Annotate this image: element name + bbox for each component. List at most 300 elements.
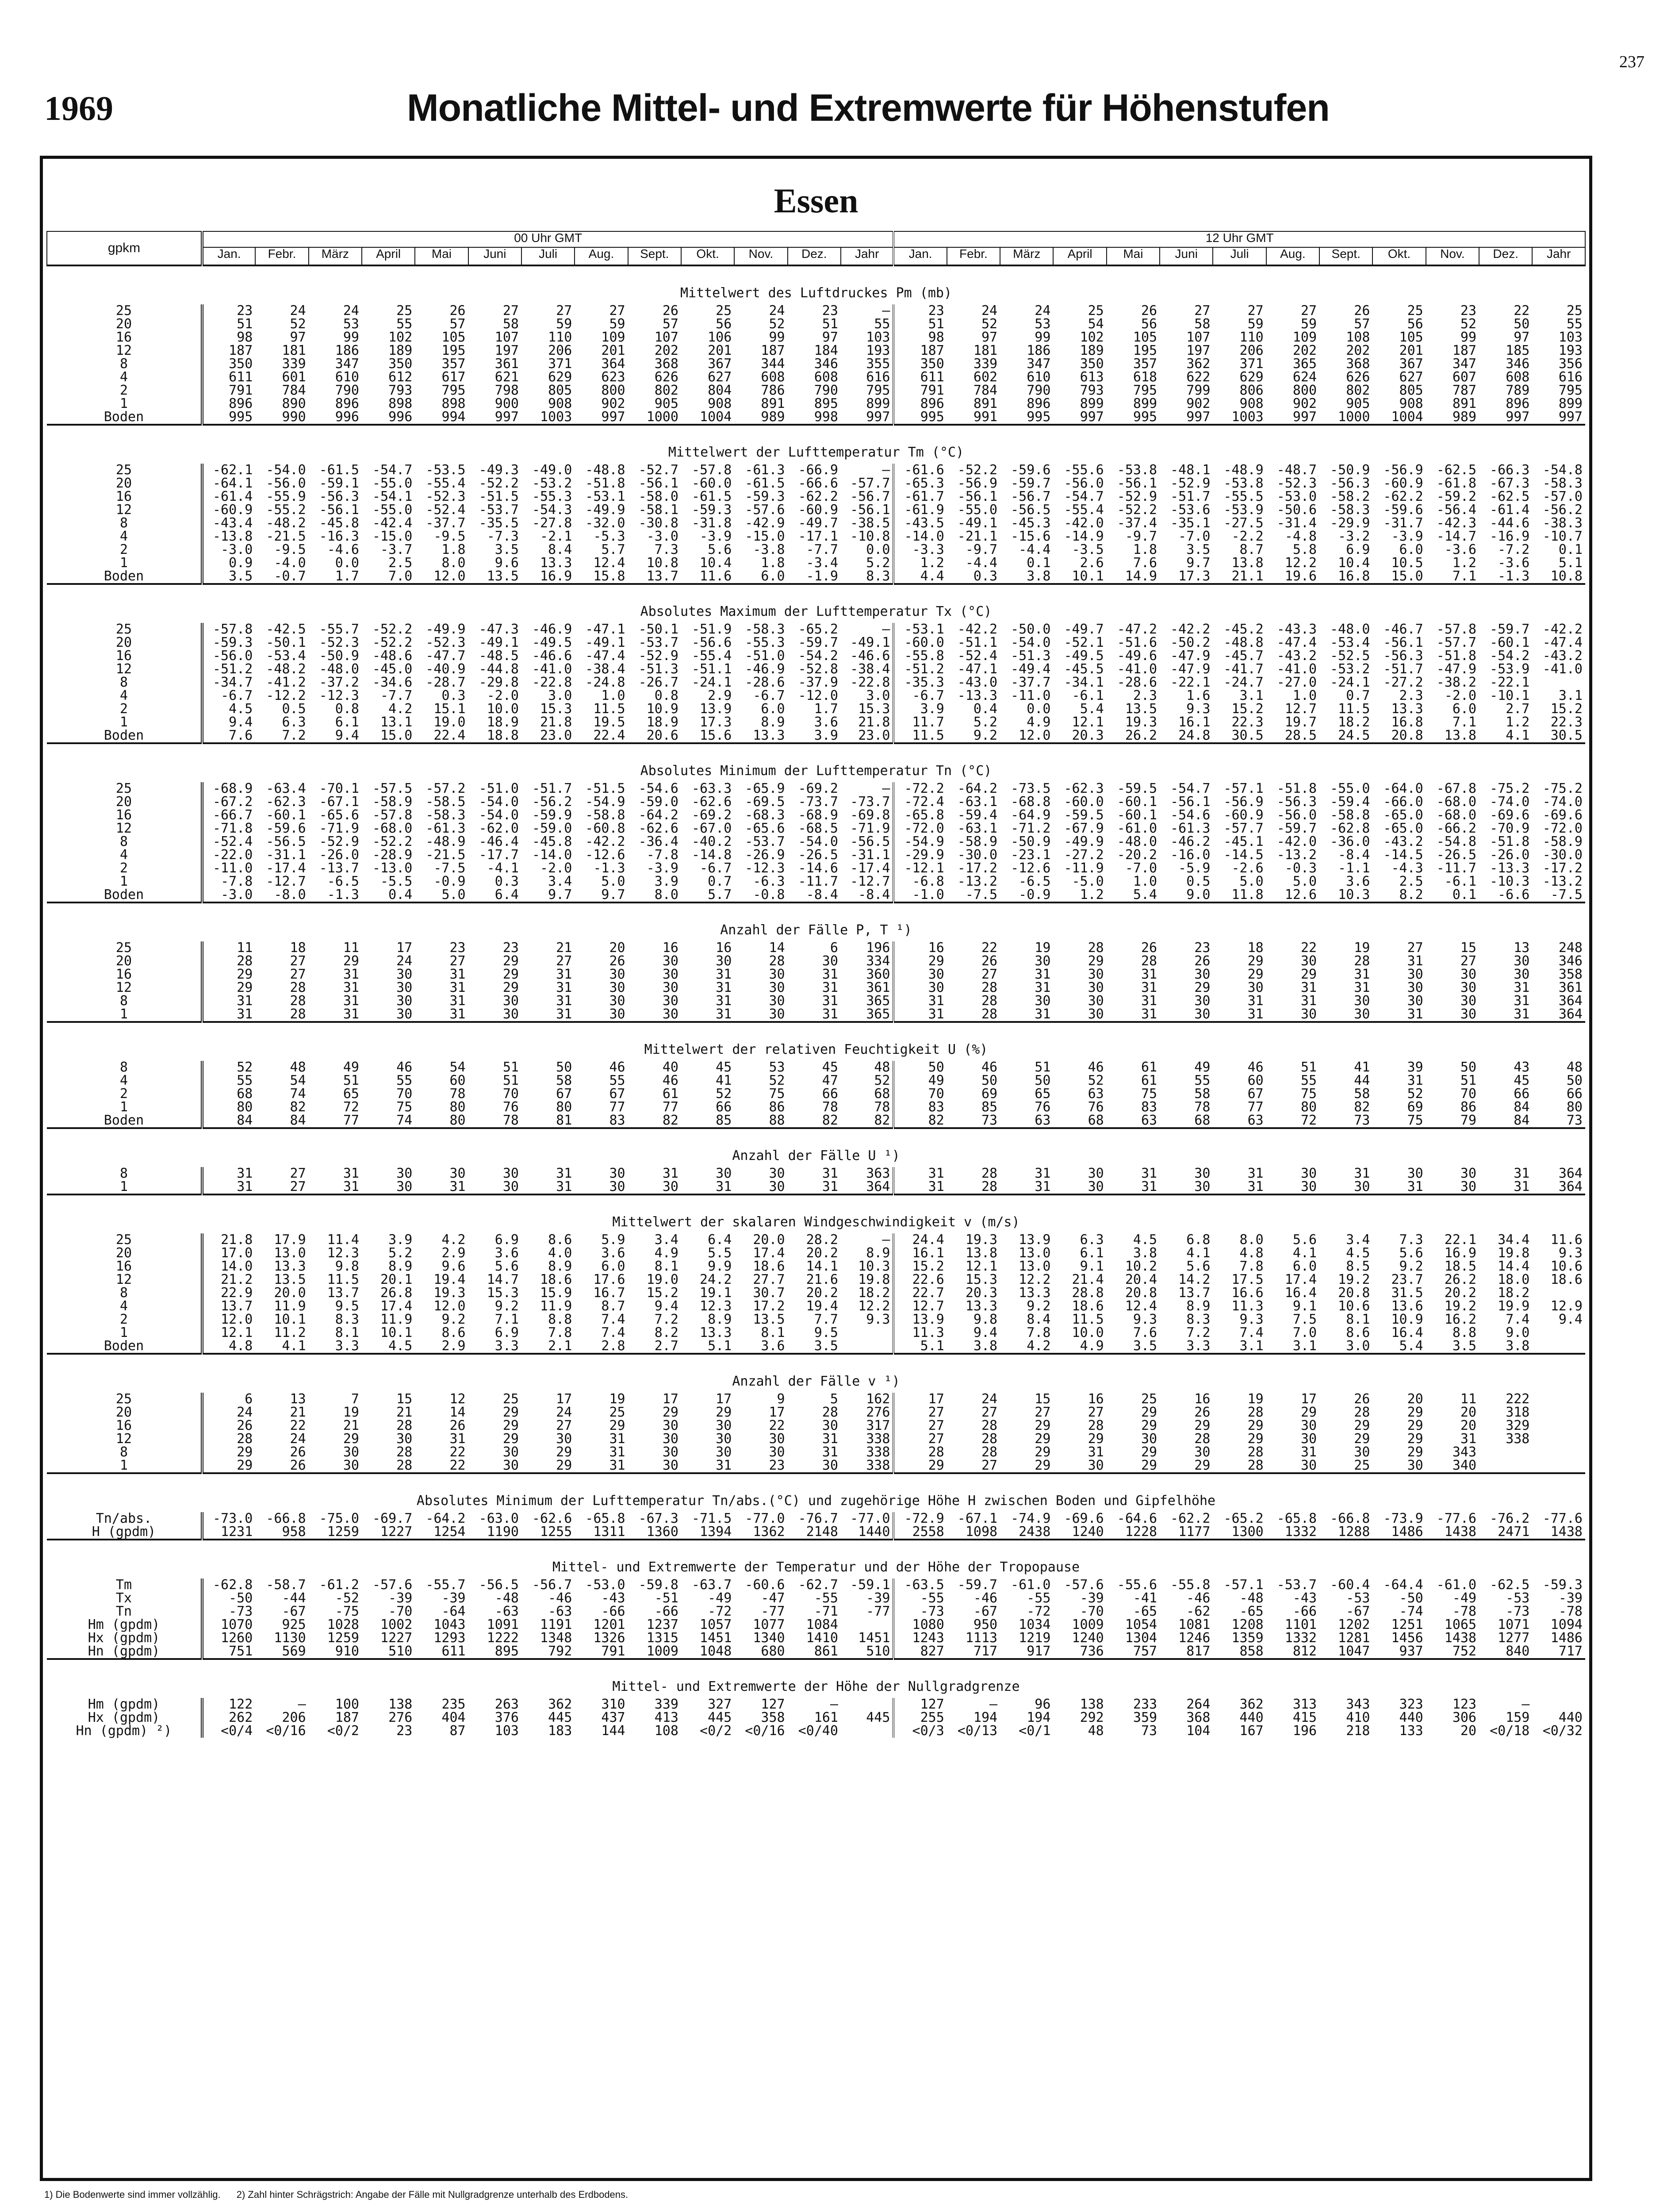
cell-00: 610 [335, 369, 359, 385]
table-row [47, 1300, 1585, 1313]
cell-12: 65 [1035, 1086, 1051, 1102]
cell-12: 365 [1292, 356, 1317, 372]
cell-12: 4.1 [1292, 1245, 1317, 1261]
cell-00: 14.1 [806, 1259, 838, 1274]
cell-12: 8.1 [1346, 1312, 1370, 1327]
cell-00: -24.1 [691, 675, 732, 690]
cell-00: -57.6 [745, 502, 785, 518]
cell-12: -7.5 [965, 887, 998, 902]
cell-00: 1000 [646, 409, 678, 425]
cell-00: 10.3 [858, 1259, 890, 1274]
cell-00: 30 [769, 1431, 785, 1447]
cell-12: 7.4 [1506, 1312, 1530, 1327]
cell-12: -43.3 [1276, 622, 1317, 637]
cell-00: -62.6 [691, 794, 732, 810]
cell-12: 80 [1300, 1099, 1317, 1115]
cell-12: 1.2 [1080, 887, 1104, 902]
cell-12: 56 [1141, 316, 1157, 332]
cell-00: 82 [662, 1113, 678, 1128]
table-row [47, 981, 1585, 995]
cell-12: 891 [1452, 396, 1477, 411]
cell-00: -8.4 [806, 887, 838, 902]
cell-12: 995 [893, 411, 947, 425]
footnote-1: 1) Die Bodenwerte sind immer vollzählig. [44, 2189, 221, 2200]
cell-12: -14.5 [1223, 847, 1264, 863]
cell-12: 2471 [1498, 1524, 1530, 1540]
cell-12: 11.3 [1231, 1298, 1264, 1314]
cell-12: 9.1 [1080, 1259, 1104, 1274]
cell-12: 84 [1514, 1099, 1530, 1115]
cell-00: 30 [662, 1006, 678, 1022]
cell-00: 189 [388, 343, 413, 358]
cell-12: -12.6 [1011, 860, 1051, 876]
cell-00: 30 [716, 953, 732, 969]
cell-12: 13.0 [1019, 1245, 1051, 1261]
cell-00: 28 [396, 1458, 413, 1473]
cell-00: 1.8 [761, 555, 785, 571]
cell-00: 998 [814, 409, 838, 425]
cell-00: -0.7 [274, 568, 306, 584]
cell-12: 26 [1194, 1405, 1211, 1420]
cell-12: -59.4 [957, 807, 998, 823]
cell-00: -7.8 [646, 847, 678, 863]
cell-00: 365 [866, 993, 890, 1009]
cell-00: -61.2 [319, 1577, 359, 1593]
cell-00: 790 [335, 383, 359, 398]
cell-12: 31 [1035, 1006, 1051, 1022]
cell-12: 46 [1247, 1060, 1264, 1075]
cell-12: -65.8 [1276, 1511, 1317, 1526]
cell-12: 59 [1300, 316, 1317, 332]
cell-12: 46 [1088, 1060, 1104, 1075]
cell-12: 30 [1514, 953, 1530, 969]
cell-00: -58.9 [372, 794, 413, 810]
cell-00: 30 [609, 967, 625, 982]
cell-12: 133 [1399, 1723, 1423, 1739]
cell-12: 415 [1292, 1710, 1317, 1725]
table-row [47, 557, 1585, 570]
cell-12: 13 [1514, 940, 1530, 956]
footnotes [44, 2189, 641, 2200]
cell-00: 895 [494, 1644, 519, 1659]
cell-00: -53.7 [638, 635, 678, 650]
cell-00: -68.0 [372, 821, 413, 836]
cell-00: 22 [449, 1458, 466, 1473]
cell-00: -49.1 [585, 635, 625, 650]
cell-00: -22.8 [532, 675, 572, 690]
cell-12: -76.2 [1490, 1511, 1530, 1526]
cell-12: -73 [893, 1605, 947, 1618]
section-title: Absolutes Minimum der Lufttemperatur Tn (°C) [47, 743, 1585, 782]
cell-12: -36.0 [1330, 834, 1370, 849]
cell-00: 17.3 [700, 714, 732, 730]
cell-00: 31 [822, 1166, 838, 1181]
cell-12 [1479, 1446, 1532, 1459]
cell-00: 97 [290, 330, 306, 345]
row-label: 4 [47, 849, 202, 862]
cell-12: -62 [1186, 1604, 1211, 1619]
cell-12: 28 [981, 1179, 998, 1194]
cell-00: -54.1 [372, 489, 413, 504]
cell-12: 350 [893, 357, 947, 371]
cell-12: 19.6 [1284, 568, 1317, 584]
cell-12: 22 [1514, 303, 1530, 319]
cell-12: -27.5 [1223, 515, 1264, 531]
cell-00: -57.8 [213, 622, 253, 637]
cell-12: 25 [1354, 1458, 1370, 1473]
cell-00: -9.5 [433, 529, 466, 544]
cell-12: -64.0 [1383, 781, 1423, 796]
row-label: Boden [47, 1340, 202, 1354]
cell-00: 78 [822, 1099, 838, 1115]
table-row [47, 1087, 1585, 1101]
month-header: Jahr [841, 247, 894, 265]
cell-12: -16.9 [1490, 529, 1530, 544]
cell-12: 102 [1080, 330, 1104, 345]
cell-12: -56.9 [1383, 462, 1423, 478]
cell-00: 196 [866, 940, 890, 956]
cell-00: -58.0 [638, 489, 678, 504]
cell-12: 31 [1300, 980, 1317, 995]
cell-12: 7.2 [1186, 1325, 1211, 1340]
table-row [47, 1326, 1585, 1340]
cell-00: 9.8 [335, 1259, 359, 1274]
cell-00: 30 [396, 1431, 413, 1447]
cell-12: -60.1 [1117, 807, 1157, 823]
cell-12: -57.1 [1223, 1577, 1264, 1593]
cell-00: -56.2 [532, 794, 572, 810]
cell-12: 20.3 [1072, 728, 1104, 743]
cell-12: -34.1 [1064, 675, 1104, 690]
cell-12: 194 [973, 1710, 998, 1725]
cell-12: -6.8 [893, 875, 947, 888]
cell-00: 13.1 [380, 714, 413, 730]
cell-00: 2.5 [388, 555, 413, 571]
cell-12: 29 [1194, 1458, 1211, 1473]
cell-12: 187 [893, 344, 947, 357]
cell-12: 29 [1247, 953, 1264, 969]
cell-00: 53 [769, 1060, 785, 1075]
cell-00: – [882, 462, 890, 478]
cell-12: 11.6 [1550, 1232, 1583, 1248]
cell-12: 31 [893, 995, 947, 1008]
cell-00: 22.4 [593, 728, 625, 743]
cell-12: 29 [1088, 1431, 1104, 1447]
cell-12: -55.5 [1223, 489, 1264, 504]
cell-12: 995 [1027, 409, 1051, 425]
cell-12: -56.1 [1117, 476, 1157, 491]
cell-00: -17.4 [850, 860, 890, 876]
cell-12: 28 [981, 993, 998, 1009]
cell-12: -74.9 [1011, 1511, 1051, 1526]
cell-12: 9.2 [1027, 1298, 1051, 1314]
cell-00: -6.7 [221, 688, 253, 703]
cell-12: -68.0 [1436, 807, 1477, 823]
cell-00: -65.6 [319, 807, 359, 823]
cell-00: 17 [396, 940, 413, 956]
table-row [47, 1406, 1585, 1419]
cell-00: 31 [237, 1006, 253, 1022]
cell-12: -4.4 [1019, 542, 1051, 557]
cell-00: -56.0 [213, 648, 253, 664]
cell-00: 11.4 [327, 1232, 359, 1248]
cell-00: 31 [716, 993, 732, 1009]
cell-00: 24 [290, 1431, 306, 1447]
cell-12: -39 [1558, 1590, 1583, 1606]
cell-00: 24 [556, 1405, 572, 1420]
cell-00: -52.3 [425, 635, 466, 650]
cell-12: 339 [973, 356, 998, 372]
cell-12: 30 [1194, 1006, 1211, 1022]
cell-00: 11.5 [327, 1272, 359, 1287]
cell-00: 31 [822, 1179, 838, 1194]
cell-12: 83 [893, 1101, 947, 1114]
cell-00: 9.4 [654, 1298, 678, 1314]
cell-12: 8.3 [1186, 1312, 1211, 1327]
cell-00: -4.1 [487, 860, 519, 876]
cell-12: 1047 [1338, 1644, 1370, 1659]
cell-00: 2.1 [548, 1338, 572, 1354]
cell-00: 30 [716, 1418, 732, 1433]
year-heading: 1969 [44, 89, 113, 127]
cell-00: 29 [502, 1418, 519, 1433]
cell-00: 46 [396, 1060, 413, 1075]
cell-00: 15.6 [700, 728, 732, 743]
cell-00: 201 [601, 343, 625, 358]
cell-00: -56.5 [266, 834, 306, 849]
cell-00: 569 [282, 1644, 306, 1659]
cell-00: 23.0 [540, 728, 572, 743]
cell-12: -55.8 [1170, 1577, 1211, 1593]
cell-00: 66 [716, 1099, 732, 1115]
cell-00: 18.8 [487, 728, 519, 743]
cell-12: -2.6 [1231, 860, 1264, 876]
cell-00: -50.1 [638, 622, 678, 637]
cell-00: 28 [290, 993, 306, 1009]
cell-12: 19.3 [1125, 714, 1157, 730]
cell-00: 8.1 [654, 1259, 678, 1274]
cell-12: -6.7 [893, 689, 947, 703]
cell-00: -35.5 [479, 515, 519, 531]
cell-00: -60.1 [266, 807, 306, 823]
row-label: 25 [47, 782, 202, 795]
cell-12: 858 [1239, 1644, 1264, 1659]
cell-12: 0.0 [1027, 701, 1051, 717]
cell-12: 5.4 [1399, 1338, 1423, 1354]
cell-00: 895 [814, 396, 838, 411]
cell-12: 8.5 [1346, 1259, 1370, 1274]
cell-12: -10.7 [1542, 529, 1583, 544]
cell-12: 3.1 [1558, 688, 1583, 703]
cell-00: -67.1 [319, 794, 359, 810]
cell-00: -3.9 [646, 860, 678, 876]
cell-00: -31.1 [266, 847, 306, 863]
cell-00: 30 [609, 993, 625, 1009]
cell-00: 77 [662, 1099, 678, 1115]
cell-12: 1.0 [1292, 688, 1317, 703]
cell-12: 26 [1354, 1391, 1370, 1407]
cell-00: 10.8 [646, 555, 678, 571]
cell-00: -46 [548, 1590, 572, 1606]
cell-12: 30 [1088, 1006, 1104, 1022]
cell-00: -54.0 [479, 807, 519, 823]
cell-00: 16 [662, 940, 678, 956]
cell-00: 105 [441, 330, 466, 345]
cell-00: -14.8 [691, 847, 732, 863]
cell-00: -7.5 [433, 860, 466, 876]
cell-12: 63 [1035, 1113, 1051, 1128]
cell-12: -1.1 [1338, 860, 1370, 876]
cell-00: -48 [494, 1590, 519, 1606]
cell-12: 368 [1186, 1710, 1211, 1725]
cell-12: -50.6 [1276, 502, 1317, 518]
cell-00: -56.1 [850, 502, 890, 518]
cell-00: 67 [609, 1086, 625, 1102]
cell-00: 262 [229, 1710, 253, 1725]
cell-12: -13.2 [1276, 847, 1317, 863]
cell-00: 1440 [858, 1524, 890, 1540]
cell-12: 1251 [1391, 1617, 1423, 1632]
cell-00: 25 [609, 1405, 625, 1420]
table-row [47, 835, 1585, 849]
cell-00: 5.7 [601, 542, 625, 557]
cell-00: 0.8 [654, 688, 678, 703]
cell-00: 13.0 [274, 1245, 306, 1261]
cell-00: 8.0 [654, 887, 678, 902]
cell-00: 29 [237, 967, 253, 982]
cell-00: -3.8 [753, 542, 785, 557]
cell-00: 18.6 [753, 1259, 785, 1274]
cell-12: 31 [1247, 993, 1264, 1009]
cell-00: 7.4 [601, 1312, 625, 1327]
cell-00: -57.2 [425, 781, 466, 796]
cell-12: 997 [1558, 409, 1583, 425]
cell-12: 31 [1035, 980, 1051, 995]
cell-12: 27 [1194, 303, 1211, 319]
cell-00: 50 [556, 1060, 572, 1075]
cell-12: -41.0 [1542, 661, 1583, 677]
cell-00: -64.1 [213, 476, 253, 491]
cell-12: 8.7 [1239, 542, 1264, 557]
cell-00: -61.5 [691, 489, 732, 504]
cell-12: 29 [1407, 1405, 1423, 1420]
cell-12: 622 [1186, 369, 1211, 385]
cell-00: 1260 [221, 1630, 253, 1646]
cell-12: 17 [893, 1393, 947, 1406]
cell-12: 98 [893, 331, 947, 344]
cell-12: 5.0 [1239, 874, 1264, 889]
cell-00: 8.1 [335, 1325, 359, 1340]
cell-00: 41 [716, 1073, 732, 1088]
cell-12: 31 [893, 1167, 947, 1180]
cell-00: -55.0 [372, 476, 413, 491]
cell-00: 68 [874, 1086, 890, 1102]
cell-12: 30 [1460, 980, 1477, 995]
cell-12: 52 [1460, 316, 1477, 332]
cell-00: 83 [609, 1113, 625, 1128]
cell-00: 12.0 [433, 1298, 466, 1314]
cell-12 [1532, 1698, 1585, 1711]
cell-12: -58.9 [957, 834, 998, 849]
cell-00: -70.1 [319, 781, 359, 796]
cell-12: 58 [1194, 316, 1211, 332]
table-row [47, 941, 1585, 955]
cell-12: 3.5 [1452, 1338, 1477, 1354]
cell-12: 13.5 [1125, 701, 1157, 717]
cell-12: -14.7 [1436, 529, 1477, 544]
cell-12: 31 [1407, 1073, 1423, 1088]
cell-12: 13.3 [965, 1298, 998, 1314]
cell-12: 30 [1354, 1006, 1370, 1022]
cell-00: 70 [396, 1086, 413, 1102]
cell-12: -26.5 [1436, 847, 1477, 863]
cell-12: -47.9 [1436, 661, 1477, 677]
section-title-row [47, 584, 1585, 623]
cell-12: 73 [1141, 1723, 1157, 1739]
cell-00: -65.2 [798, 622, 838, 637]
cell-00: 27 [290, 1179, 306, 1194]
table-frame [40, 156, 1592, 2181]
cell-12: 2.3 [1399, 688, 1423, 703]
table-row [47, 1393, 1585, 1406]
cell-12: 1065 [1444, 1617, 1477, 1632]
cell-12: 97 [981, 330, 998, 345]
cell-00: 795 [866, 383, 890, 398]
cell-00: 1091 [487, 1617, 519, 1632]
cell-12: 82 [1354, 1099, 1370, 1115]
cell-12: 30 [893, 981, 947, 995]
cell-12: -75.2 [1542, 781, 1583, 796]
row-label: 2 [47, 1313, 202, 1326]
cell-12: -5.0 [1072, 874, 1104, 889]
cell-12: 23 [1460, 303, 1477, 319]
cell-12: -57.7 [1436, 635, 1477, 650]
cell-12: -54.6 [1170, 807, 1211, 823]
cell-00: -47.1 [585, 622, 625, 637]
cell-00: 28 [396, 1418, 413, 1433]
cell-00: -28.9 [372, 847, 413, 863]
cell-12: 899 [1133, 396, 1157, 411]
cell-12: -4.8 [1284, 529, 1317, 544]
cell-00: -63.4 [266, 781, 306, 796]
cell-00: 31 [662, 1166, 678, 1181]
cell-00: 23 [502, 940, 519, 956]
cell-12: -56.2 [1542, 502, 1583, 518]
cell-12: 1.2 [893, 557, 947, 570]
cell-00: 31 [822, 1431, 838, 1447]
cell-12: -31.4 [1276, 515, 1317, 531]
month-header: Juni [1160, 247, 1213, 265]
cell-00: 12.2 [858, 1298, 890, 1314]
cell-12: -30.0 [957, 847, 998, 863]
cell-12: 13.3 [1391, 701, 1423, 717]
cell-12: -72.0 [893, 822, 947, 835]
cell-00: 30 [662, 1431, 678, 1447]
cell-00: 0.0 [335, 555, 359, 571]
cell-12: 30 [1460, 1006, 1477, 1022]
cell-00: 19.4 [433, 1272, 466, 1287]
cell-12: 5.4 [1080, 701, 1104, 717]
cell-12: 26 [1141, 303, 1157, 319]
cell-12: 368 [1346, 356, 1370, 372]
cell-00: 347 [335, 356, 359, 372]
cell-12: 1486 [1550, 1630, 1583, 1646]
cell-12: 0.1 [1452, 887, 1477, 902]
cell-12: 364 [1558, 1179, 1583, 1194]
month-header: Febr. [255, 247, 308, 265]
cell-12: 29 [1141, 1444, 1157, 1460]
cell-12: 31 [1407, 1179, 1423, 1194]
